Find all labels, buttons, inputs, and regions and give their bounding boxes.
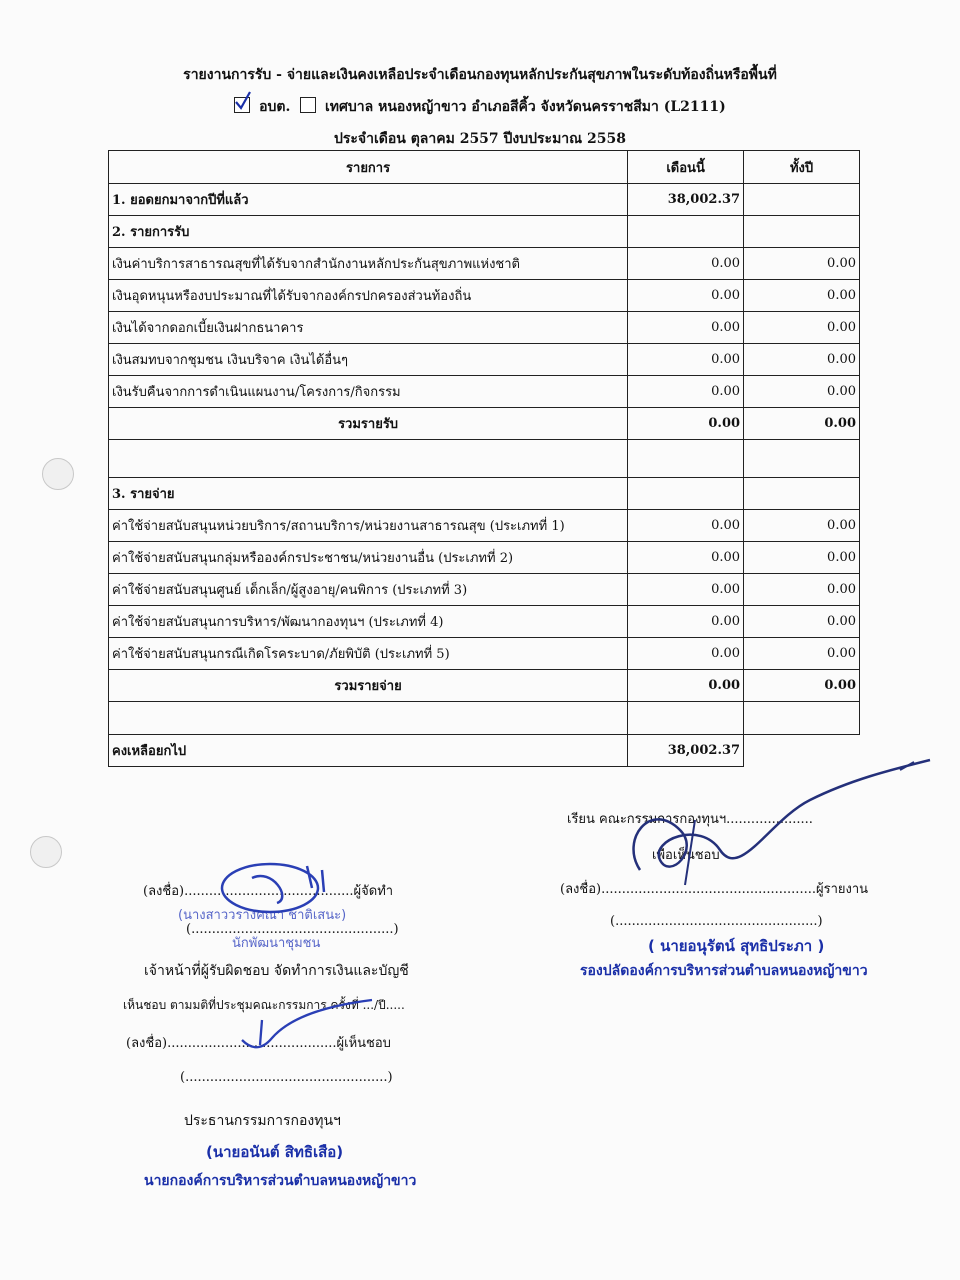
carry-label: 1. ยอดยกมาจากปีที่แล้ว [109, 184, 628, 216]
expense-label: ค่าใช้จ่ายสนับสนุนการบริหาร/พัฒนากองทุนฯ (ประเภทที่ 4) [109, 606, 628, 638]
table-row-spacer [109, 702, 860, 735]
right-for-approval: เพื่อเห็นชอบ [652, 848, 720, 863]
col-header-month: เดือนนี้ [628, 151, 744, 184]
option-obt-label: อบต. [259, 99, 291, 115]
table-row [109, 312, 860, 344]
report-org-line [0, 96, 960, 118]
balance-label: คงเหลือยกไป [109, 735, 628, 767]
expense-year: 0.00 [744, 638, 860, 670]
margin-mark [898, 760, 918, 774]
income-label: เงินได้จากดอกเบี้ยเงินฝากธนาคาร [109, 312, 628, 344]
right-signer-name: ( นายอนุรัตน์ สุทธิประภา ) [648, 937, 825, 955]
table-row-carry [109, 184, 860, 216]
expense-label: ค่าใช้จ่ายสนับสนุนกลุ่มหรือองค์กรประชาชน/หน่วยงานอื่น (ประเภทที่ 2) [109, 542, 628, 574]
expense-month: 0.00 [628, 638, 744, 670]
right-dear-line: เรียน คณะกรรมการกองทุนฯ..................... [567, 812, 813, 827]
right-signer-title: รองปลัดองค์การบริหารส่วนตำบลหนองหญ้าขาว [580, 963, 868, 979]
table-row-income-heading [109, 216, 860, 248]
table-row-expense-heading [109, 478, 860, 510]
expense-total-label: รวมรายจ่าย [109, 670, 628, 702]
income-year: 0.00 [744, 376, 860, 408]
expense-year: 0.00 [744, 542, 860, 574]
income-month: 0.00 [628, 344, 744, 376]
income-total-label: รวมรายรับ [109, 408, 628, 440]
expense-label: ค่าใช้จ่ายสนับสนุนกรณีเกิดโรคระบาด/ภัยพิบัติ (ประเภทที่ 5) [109, 638, 628, 670]
right-paren-line: (.................................................) [610, 914, 823, 929]
expense-total-month: 0.00 [628, 670, 744, 702]
report-title: รายงานการรับ - จ่ายและเงินคงเหลือประจำเดือนกองทุนหลักประกันสุขภาพในระดับท้องถิ่นหรือพื้นที่ [183, 67, 777, 83]
expense-year: 0.00 [744, 606, 860, 638]
table-row [109, 606, 860, 638]
approve-paren-line: (.................................................) [180, 1070, 393, 1085]
table-header-row [109, 151, 860, 184]
left-role: เจ้าหน้าที่ผู้รับผิดชอบ จัดทำการเงินและบัญชี [144, 963, 409, 979]
chair-name: (นายอนันต์ สิทธิเสือ) [206, 1143, 344, 1161]
income-month: 0.00 [628, 280, 744, 312]
left-signature-drawing [212, 858, 392, 918]
chair-signature-drawing [232, 1000, 392, 1060]
ledger-table [108, 150, 860, 767]
report-period: ประจำเดือน ตุลาคม 2557 ปีงบประมาณ 2558 [333, 131, 626, 147]
punch-hole-bottom [30, 836, 62, 868]
income-label: เงินอุดหนุนหรืองบประมาณที่ได้รับจากองค์กรปกครองส่วนท้องถิ่น [109, 280, 628, 312]
carry-year [744, 184, 860, 216]
income-month: 0.00 [628, 376, 744, 408]
checkbox-municipality[interactable] [300, 97, 316, 113]
expense-month: 0.00 [628, 574, 744, 606]
checkbox-obt[interactable] [234, 97, 250, 113]
option-municipality-label: เทศบาล หนองหญ้าขาว อำเภอสีคิ้ว จังหวัดนครราชสีมา (L2111) [324, 99, 726, 115]
table-row [109, 638, 860, 670]
income-total-year: 0.00 [744, 408, 860, 440]
table-row-income-total [109, 408, 860, 440]
expense-year: 0.00 [744, 574, 860, 606]
table-row-spacer [109, 440, 860, 478]
income-label: เงินค่าบริการสาธารณสุขที่ได้รับจากสำนักงานหลักประกันสุขภาพแห่งชาติ [109, 248, 628, 280]
income-year: 0.00 [744, 248, 860, 280]
income-year: 0.00 [744, 280, 860, 312]
approve-sign-line: (ลงชื่อ).........................................ผู้เห็นชอบ [126, 1036, 391, 1051]
punch-hole-top [42, 458, 74, 490]
left-paren-line: (.................................................) [186, 922, 399, 937]
income-label: เงินรับคืนจากการดำเนินแผนงาน/โครงการ/กิจกรรม [109, 376, 628, 408]
income-heading: 2. รายการรับ [109, 216, 628, 248]
checkmark-icon [233, 90, 253, 112]
col-header-item: รายการ [109, 151, 628, 184]
expense-year: 0.00 [744, 510, 860, 542]
right-signature-drawing [610, 760, 930, 900]
table-row [109, 574, 860, 606]
expense-total-year: 0.00 [744, 670, 860, 702]
approve-resolution-line: เห็นชอบ ตามมติที่ประชุมคณะกรรมการ ครั้งที่ .../ปี..... [123, 998, 405, 1012]
right-sign-line: (ลงชื่อ)....................................................ผู้รายงาน [560, 882, 869, 897]
expense-month: 0.00 [628, 510, 744, 542]
left-sign-line: (ลงชื่อ).........................................ผู้จัดทำ [143, 884, 394, 899]
balance-month: 38,002.37 [628, 735, 744, 767]
expense-month: 0.00 [628, 606, 744, 638]
income-month: 0.00 [628, 312, 744, 344]
table-row [109, 248, 860, 280]
table-row [109, 542, 860, 574]
expense-label: ค่าใช้จ่ายสนับสนุนหน่วยบริการ/สถานบริการ/หน่วยงานสาธารณสุข (ประเภทที่ 1) [109, 510, 628, 542]
table-row-expense-total [109, 670, 860, 702]
carry-month: 38,002.37 [628, 184, 744, 216]
income-year: 0.00 [744, 344, 860, 376]
table-row [109, 376, 860, 408]
table-row [109, 344, 860, 376]
expense-heading: 3. รายจ่าย [109, 478, 628, 510]
table-row [109, 510, 860, 542]
income-year: 0.00 [744, 312, 860, 344]
chair-role: ประธานกรรมการกองทุนฯ [184, 1113, 341, 1129]
left-stamp-name: (นางสาววรางคณา ชาติเสนะ) [178, 908, 347, 923]
income-month: 0.00 [628, 248, 744, 280]
left-stamp-title: นักพัฒนาชุมชน [232, 936, 321, 951]
income-total-month: 0.00 [628, 408, 744, 440]
chair-title: นายกองค์การบริหารส่วนตำบลหนองหญ้าขาว [144, 1173, 417, 1189]
table-row [109, 280, 860, 312]
income-label: เงินสมทบจากชุมชน เงินบริจาค เงินได้อื่นๆ [109, 344, 628, 376]
expense-month: 0.00 [628, 542, 744, 574]
expense-label: ค่าใช้จ่ายสนับสนุนศูนย์ เด็กเล็ก/ผู้สูงอายุ/คนพิการ (ประเภทที่ 3) [109, 574, 628, 606]
col-header-year: ทั้งปี [744, 151, 860, 184]
